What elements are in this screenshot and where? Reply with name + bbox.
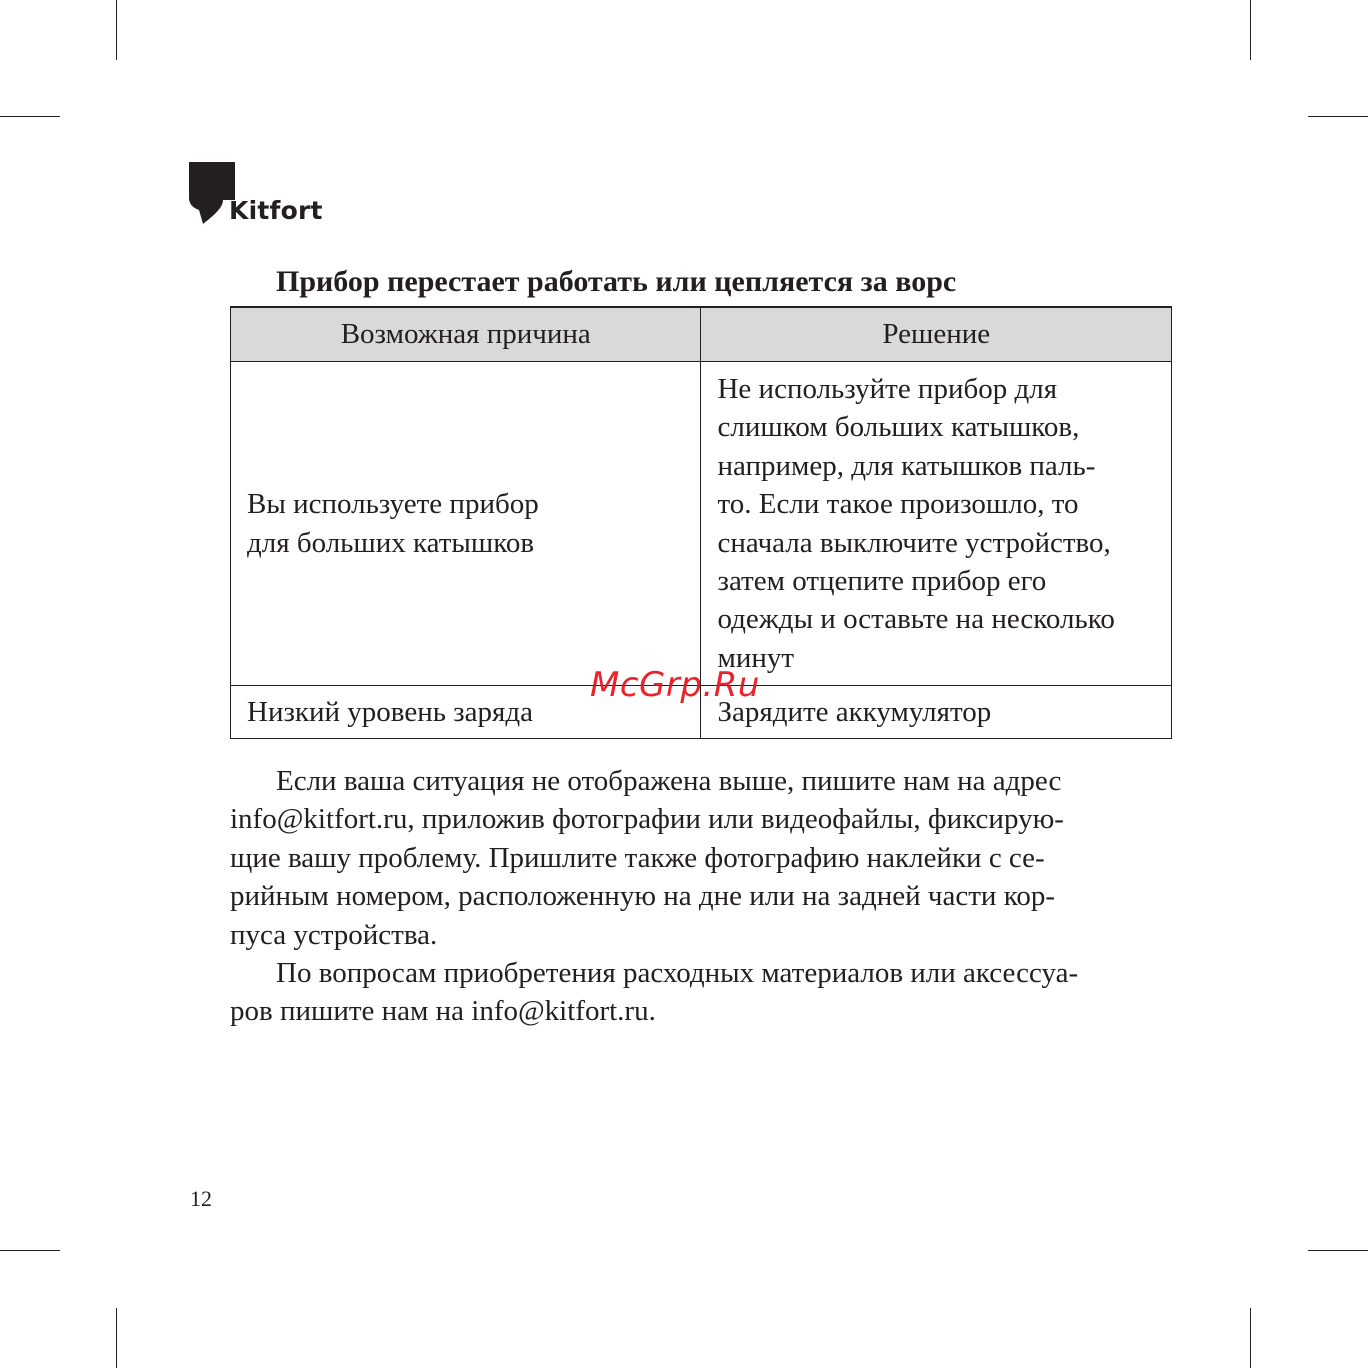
brand-logo [189, 162, 329, 228]
crop-mark-bottom-left [116, 1308, 117, 1368]
crop-mark-left-top [0, 116, 60, 117]
page-number: 12 [190, 1186, 212, 1211]
crop-mark-bottom-right [1250, 1308, 1251, 1368]
solution-cell [701, 686, 1172, 739]
solution-cell [701, 362, 1172, 686]
solution-text: Не используйте прибор для слишком больших катышков, например, для катышков паль- то. Если такое произошло, то сначала выключите устройство, затем отцепите прибор его одежды и оставьте на несколько минут [717, 372, 1115, 674]
section-title: Прибор перестает работать или цепляется за ворс [276, 265, 957, 298]
contact-paragraph: Если ваша ситуация не отображена выше, пишите нам на адрес info@kitfort.ru, приложив фотографии или видеофайлы, фиксирую- щие вашу проблему. Пришлите также фотографию наклейки с се- рийным номером, расположенную на дне или на задней части кор- пуса устройства. [230, 765, 1064, 951]
body-text [230, 762, 1170, 1031]
header-cause: Возможная причина [231, 307, 701, 362]
crop-mark-right-bottom [1308, 1250, 1368, 1251]
header-solution: Решение [701, 307, 1172, 362]
cause-text: Вы используете прибор для больших катышков [247, 488, 539, 559]
table-header-row [231, 307, 1172, 362]
watermark: McGrp.Ru [590, 665, 760, 705]
crop-mark-left-bottom [0, 1250, 60, 1251]
cause-text: Низкий уровень заряда [247, 695, 533, 728]
accessories-paragraph: По вопросам приобретения расходных материалов или аксессуа- ров пишите нам на info@kitfort.ru. [230, 957, 1079, 1028]
logo-wordmark: Kitfort [229, 196, 323, 225]
crop-mark-top-left [116, 0, 117, 60]
table-row [231, 362, 1172, 686]
cause-cell [231, 362, 701, 686]
crop-mark-right-top [1308, 116, 1368, 117]
solution-text: Зарядите аккумулятор [717, 695, 992, 728]
crop-mark-top-right [1250, 0, 1251, 60]
